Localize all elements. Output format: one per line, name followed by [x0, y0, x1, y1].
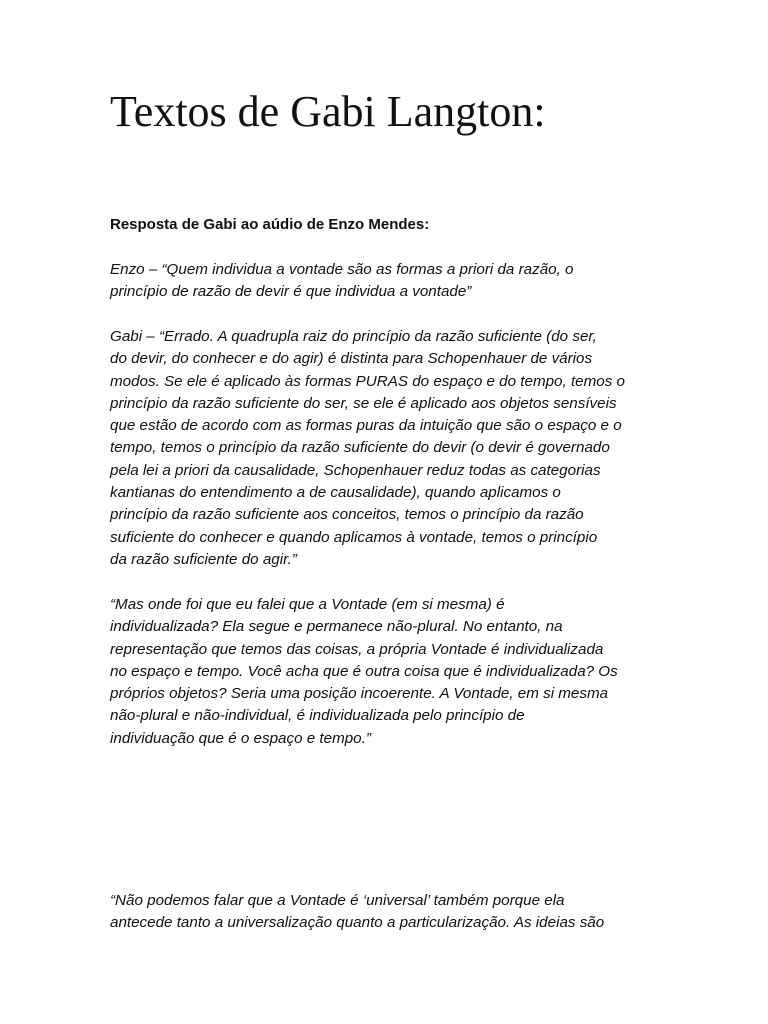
text-line: princípio de razão de devir é que individua a vontade” [110, 283, 472, 301]
text-line: que estão de acordo com as formas puras da intuição que são o espaço e o [110, 417, 622, 435]
text-line: não-plural e não-individual, é individualizada pelo princípio de [110, 707, 525, 725]
paragraph-vontade-universal [110, 890, 670, 935]
text-line: Gabi – “Errado. A quadrupla raiz do princípio da razão suficiente (do ser, [110, 328, 597, 345]
text-line: pela lei a priori da causalidade, Schopenhauer reduz todas as categorias [110, 461, 601, 479]
text-line: próprios objetos? Seria uma posição incoerente. A Vontade, em si mesma [110, 685, 609, 703]
text-line: modos. Se ele é aplicado às formas PURAS do espaço e do tempo, temos o [110, 372, 625, 390]
text-line: suficiente do conhecer e quando aplicamos à vontade, temos o princípio [110, 528, 598, 546]
text-line: princípio da razão suficiente do ser, se ele é aplicado aos objetos sensíveis [110, 394, 617, 412]
text-line: da razão suficiente do agir.” [110, 550, 297, 568]
paragraph-gabi-reply [110, 326, 670, 571]
paragraph-enzo-quote [110, 259, 670, 304]
text-line: princípio da razão suficiente aos conceitos, temos o princípio da razão [110, 506, 584, 524]
text-line: antecede tanto a universalização quanto a particularização. As ideias são [110, 914, 605, 932]
section-heading: Resposta de Gabi ao aúdio de Enzo Mendes: [110, 216, 430, 233]
text-line: do devir, do conhecer e do agir) é distinta para Schopenhauer de vários [110, 350, 593, 368]
page-title: Textos de Gabi Langton: [110, 87, 546, 136]
text-line: representação que temos das coisas, a própria Vontade é individualizada [110, 640, 604, 658]
text-line: “Não podemos falar que a Vontade é ‘universal’ também porque ela [110, 892, 565, 909]
text-line: “Mas onde foi que eu falei que a Vontade (em si mesma) é [110, 596, 505, 613]
text-line: Enzo – “Quem individua a vontade são as formas a priori da razão, o [110, 261, 574, 278]
text-line: kantianas do entendimento a de causalidade), quando aplicamos o [110, 484, 561, 502]
paragraph-vontade-individualizada [110, 594, 670, 750]
text-line: tempo, temos o princípio da razão suficiente do devir (o devir é governado [110, 439, 610, 457]
text-line: individuação que é o espaço e tempo.” [110, 729, 371, 747]
text-line: individualizada? Ela segue e permanece não-plural. No entanto, na [110, 618, 563, 636]
text-line: no espaço e tempo. Você acha que é outra coisa que é individualizada? Os [110, 662, 618, 680]
